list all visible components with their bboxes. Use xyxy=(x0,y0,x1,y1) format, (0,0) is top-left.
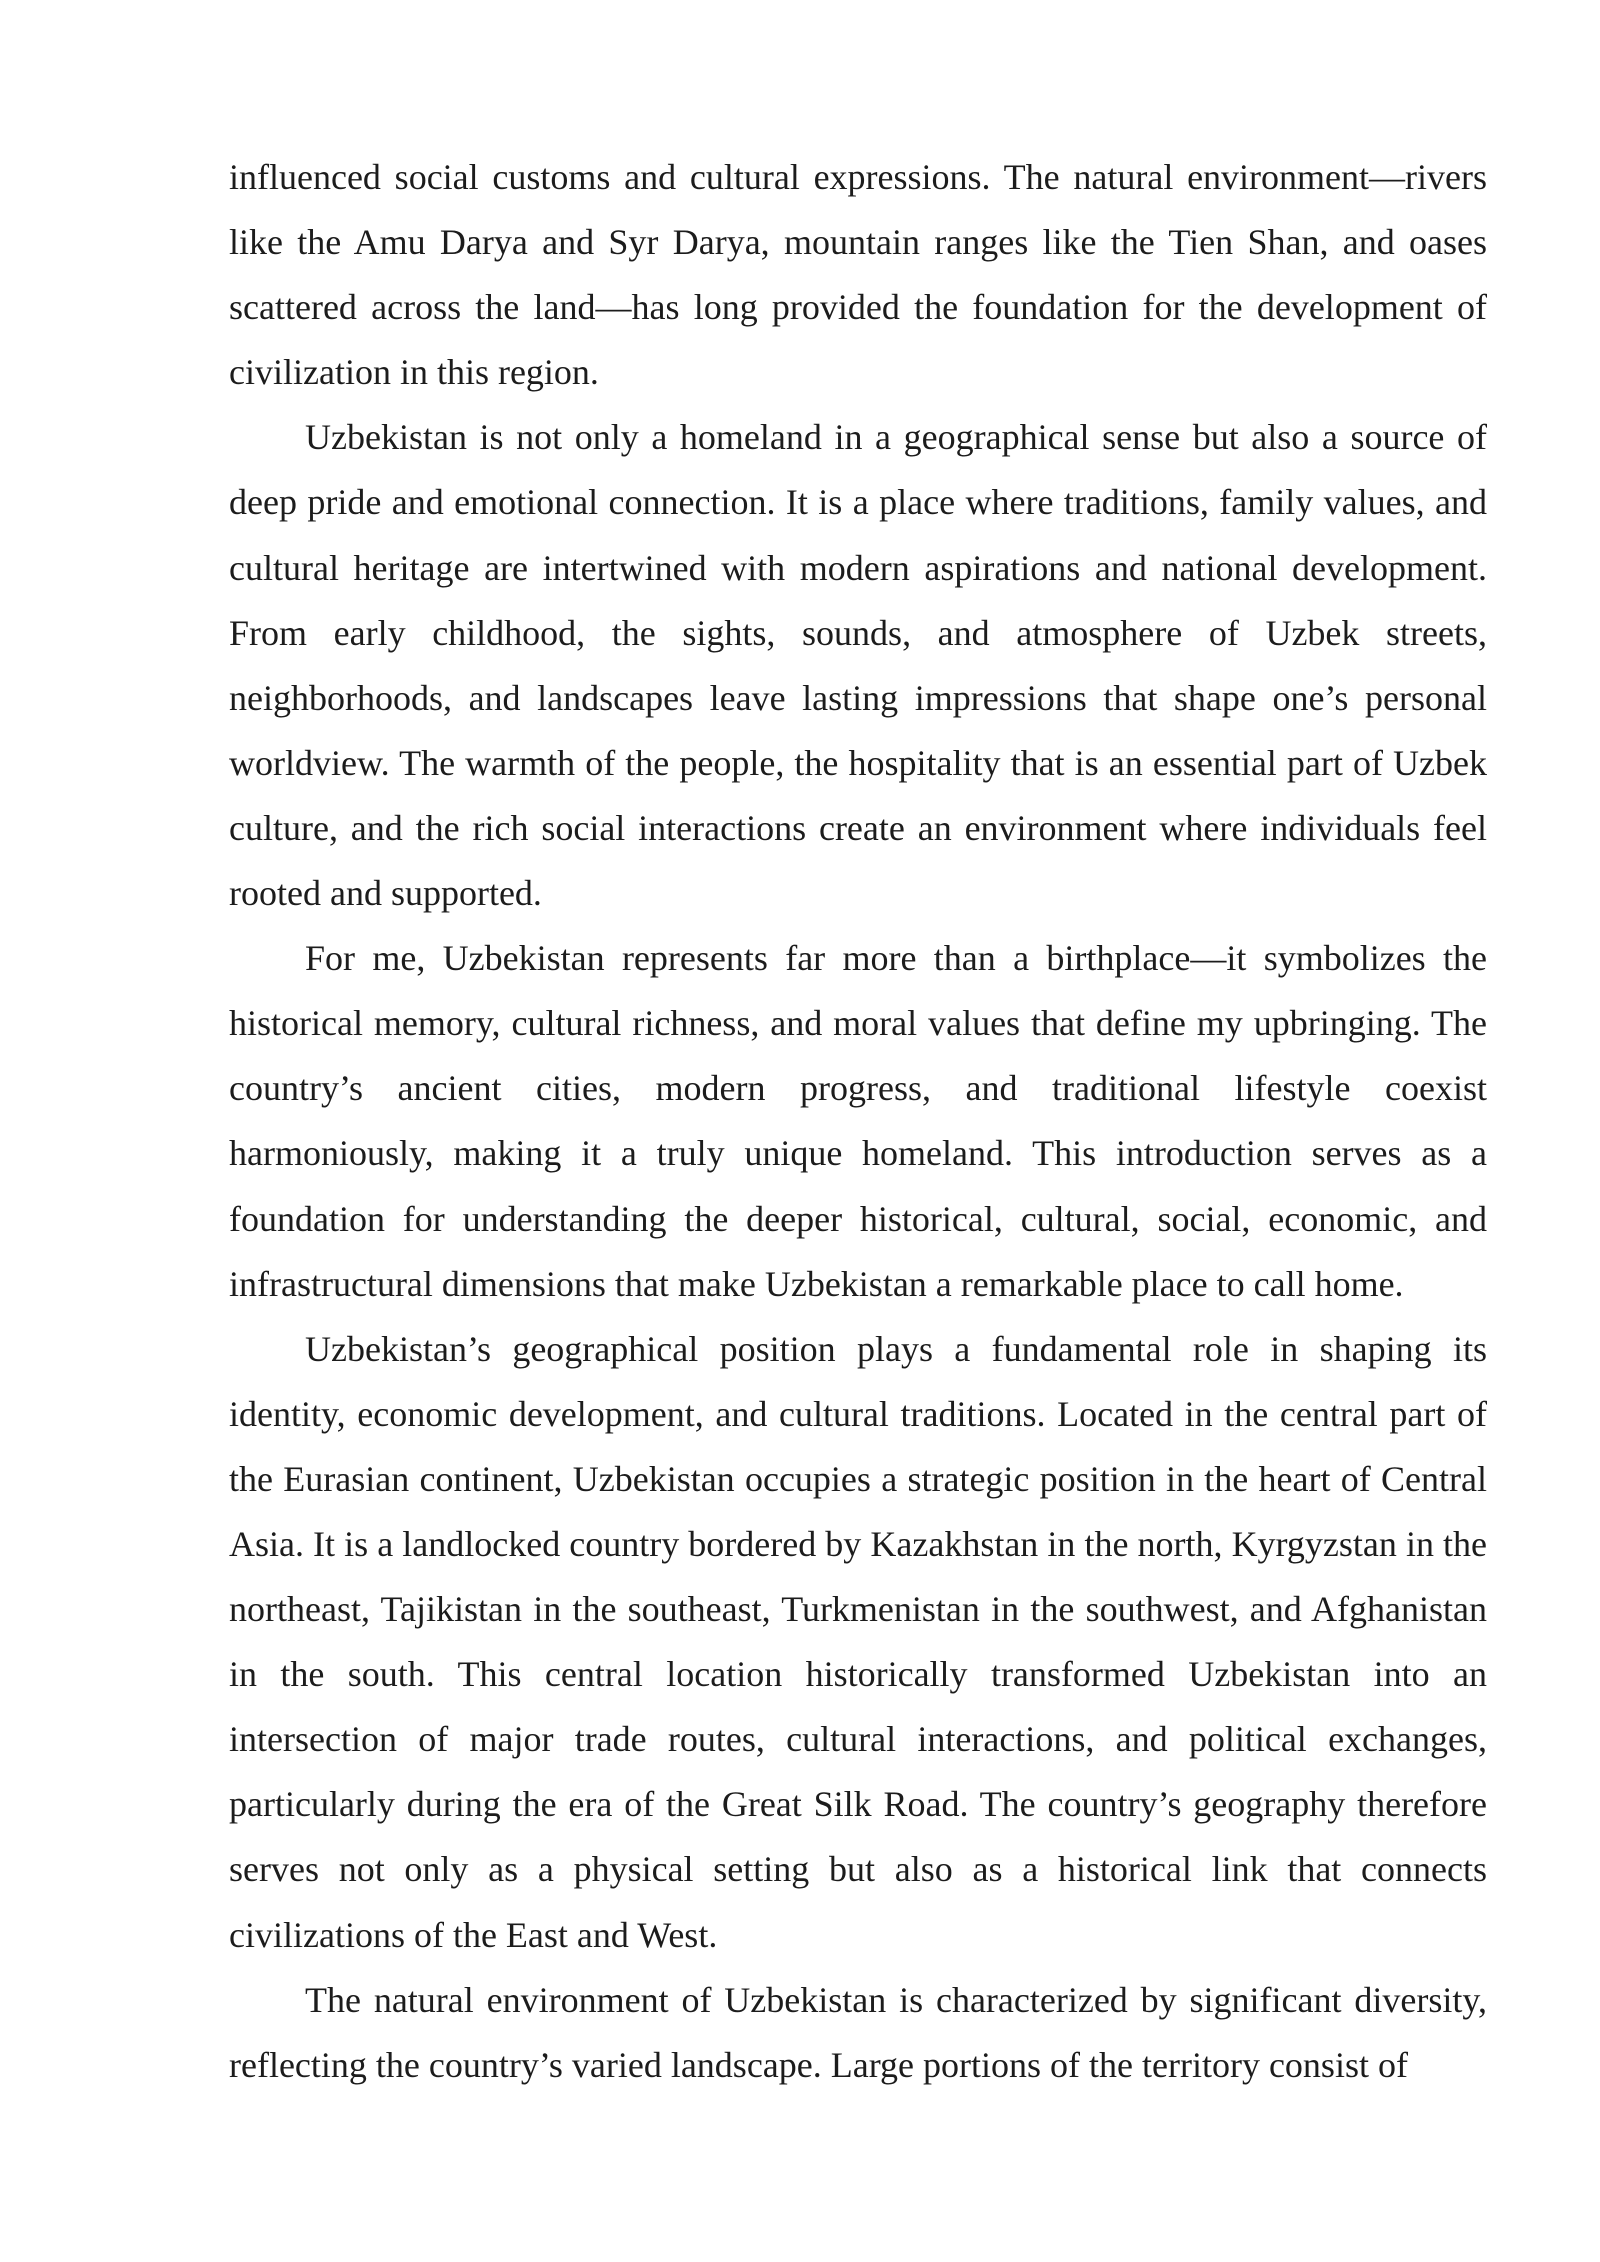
paragraph-geography: Uzbekistan’s geographical position plays a fundamental role in shaping its identity, economic development, and cultural traditions. Located in the central part of the Eurasian continent, Uzbekistan occupies a strategic position in the heart of Central Asia. It is a landlocked country bordered by Kazakhstan in the north, Kyrgyzstan in the northeast, Tajikistan in the southeast, Turkmenistan in the southwest, and Afghanistan in the south. This central location historically transformed Uzbekistan into an intersection of major trade routes, cultural interactions, and political exchanges, particularly during the era of the Great Silk Road. The country’s geography therefore serves not only as a physical setting but also as a historical link that connects civilizations of the East and West. xyxy=(229,1328,1487,1955)
paragraph-continuation: influenced social customs and cultural expressions. The natural environment—rivers like the Amu Darya and Syr Darya, mountain ranges like the Tien Shan, and oases scattered across the land—has long provided the foundation for the development of civilization in this region. xyxy=(229,157,1487,393)
body-text xyxy=(229,145,1487,2098)
paragraph-natural-environment: The natural environment of Uzbekistan is characterized by significant diversity, reflecting the country’s varied landscape. Large portions of the territory consist of xyxy=(229,1979,1487,2085)
paragraph-homeland: Uzbekistan is not only a homeland in a geographical sense but also a source of deep pride and emotional connection. It is a place where traditions, family values, and cultural heritage are intertwined with modern aspirations and national development. From early childhood, the sights, sounds, and atmosphere of Uzbek streets, neighborhoods, and landscapes leave lasting impressions that shape one’s personal worldview. The warmth of the people, the hospitality that is an essential part of Uzbek culture, and the rich social interactions create an environment where individuals feel rooted and supported. xyxy=(229,417,1487,914)
paragraph-personal-meaning: For me, Uzbekistan represents far more than a birthplace—it symbolizes the historical memory, cultural richness, and moral values that define my upbringing. The country’s ancient cities, modern progress, and traditional lifestyle coexist harmoniously, making it a truly unique homeland. This introduction serves as a foundation for understanding the deeper historical, cultural, social, economic, and infrastructural dimensions that make Uzbekistan a remarkable place to call home. xyxy=(229,938,1487,1304)
